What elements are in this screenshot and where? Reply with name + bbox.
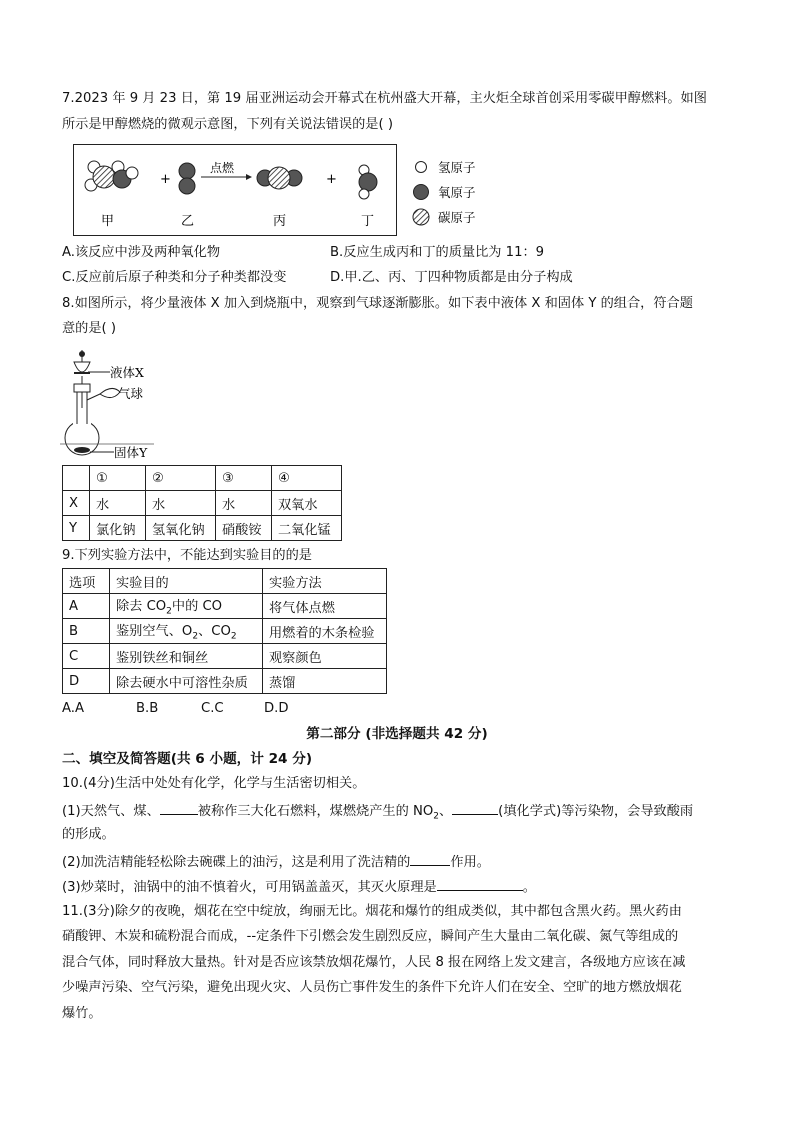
text: 被称作三大化石燃料，煤燃烧产生的 NO xyxy=(197,804,434,819)
q8-table xyxy=(62,465,342,541)
q11-line3: 混合气体，同时释放大量热。针对是否应该禁放烟花爆竹，人民 8 报在网络上发文建言，各级地方应该在减 xyxy=(62,955,686,970)
table-row xyxy=(63,594,387,619)
reaction-svg xyxy=(74,145,396,235)
dropping-funnel xyxy=(74,362,90,372)
q10-part1-cont: 的形成。 xyxy=(62,827,115,842)
table-cell: 实验目的 xyxy=(110,569,263,594)
water-molecule xyxy=(359,165,377,199)
solid-y xyxy=(74,447,90,453)
table-row xyxy=(63,644,387,669)
q10-part2 xyxy=(62,852,490,872)
text: 作用。 xyxy=(450,855,490,870)
q11-line1: 11.(3分)除夕的夜晚，烟花在空中绽放，绚丽无比。烟花和爆竹的组成类似，其中都包含黑火药。黑火药由 xyxy=(62,904,682,919)
text: (1)天然气、煤、 xyxy=(62,804,160,819)
oxygen-atom-icon xyxy=(414,185,429,200)
table-cell: 选项 xyxy=(63,569,110,594)
table-cell: ① xyxy=(90,466,146,491)
table-row xyxy=(63,516,342,541)
answer-blank-4[interactable] xyxy=(437,877,523,891)
subscript: 2 xyxy=(433,811,439,822)
label-liquid-x: 液体X xyxy=(110,365,144,380)
table-cell: D xyxy=(63,669,110,694)
oxygen-molecule xyxy=(179,163,195,194)
table-row xyxy=(63,569,387,594)
table-cell: 蒸馏 xyxy=(263,669,387,694)
q11-line4: 少噪声污染、空气污染，避免出现火灾、人员伤亡事件发生的条件下允许人们在安全、空旷的地方燃放烟花 xyxy=(62,980,682,995)
table-cell: 除去硬水中可溶性杂质 xyxy=(110,669,263,694)
q10-part1 xyxy=(62,801,693,826)
q9-table xyxy=(62,568,387,694)
ignite-label: 点燃 xyxy=(210,161,235,175)
table-cell: ③ xyxy=(215,466,271,491)
cell-text: 中的 CO xyxy=(171,599,223,615)
table-row xyxy=(63,491,342,516)
hydrogen-atom-icon xyxy=(416,162,427,173)
table-row xyxy=(63,619,387,644)
cell-text: 、CO xyxy=(198,624,231,640)
q9-option-d: D.D xyxy=(264,701,289,716)
table-cell: Y xyxy=(63,516,90,541)
legend-carbon: 碳原子 xyxy=(438,210,476,225)
label-yi: 乙 xyxy=(181,214,195,229)
q8-stem-line1: 8.如图所示，将少量液体 X 加入到烧瓶中，观察到气球逐渐膨胀。如下表中液体 X 和固体 Y 的组合，符合题 xyxy=(62,296,693,311)
table-cell: 实验方法 xyxy=(263,569,387,594)
table-cell: 双氧水 xyxy=(271,491,341,516)
table-cell: 氯化钠 xyxy=(90,516,146,541)
label-ding: 丁 xyxy=(361,214,375,229)
q7-option-a: A.该反应中涉及两种氧化物 xyxy=(62,245,221,260)
text: 、 xyxy=(438,804,453,819)
table-cell xyxy=(63,466,90,491)
table-cell: C xyxy=(63,644,110,669)
table-cell: A xyxy=(63,594,110,619)
answer-blank-3[interactable] xyxy=(410,852,450,866)
q7-option-b: B.反应生成丙和丁的质量比为 11：9 xyxy=(330,245,545,260)
table-cell: 水 xyxy=(90,491,146,516)
q11-line5: 爆竹。 xyxy=(62,1006,102,1021)
q7-option-c: C.反应前后原子种类和分子种类都没变 xyxy=(62,270,287,285)
table-cell: ④ xyxy=(271,466,341,491)
label-solid-y: 固体Y xyxy=(114,445,148,460)
table-cell: B xyxy=(63,619,110,644)
q7-molecular-diagram xyxy=(73,144,397,236)
table-cell: 硝酸铵 xyxy=(215,516,271,541)
q9-stem: 9.下列实验方法中，不能达到实验目的的是 xyxy=(62,548,312,563)
q10-part3 xyxy=(62,877,536,897)
co2-molecule xyxy=(257,167,302,189)
table-cell xyxy=(110,619,263,644)
balloon-icon xyxy=(100,388,120,397)
q10-intro: 10.(4分)生活中处处有化学，化学与生活密切相关。 xyxy=(62,776,366,791)
q9-option-c: C.C xyxy=(201,701,224,716)
q7-stem-line2: 所示是甲醇燃烧的微观示意图，下列有关说法错误的是( ) xyxy=(62,117,393,132)
part2-title: 第二部分 (非选择题共 42 分) xyxy=(306,726,488,742)
flask-apparatus xyxy=(60,348,220,460)
table-cell: 观察颜色 xyxy=(263,644,387,669)
label-bing: 丙 xyxy=(273,214,287,229)
text: (2)加洗洁精能轻松除去碗碟上的油污，这是利用了洗洁精的 xyxy=(62,855,411,870)
cell-text: 鉴别空气、O xyxy=(116,624,193,640)
plus-sign-2: + xyxy=(326,172,337,187)
table-cell: 将气体点燃 xyxy=(263,594,387,619)
table-row xyxy=(63,466,342,491)
table-cell: ② xyxy=(145,466,215,491)
subscript: 2 xyxy=(230,631,237,642)
q11-line2: 硝酸钾、木炭和硫粉混合而成，--定条件下引燃会发生剧烈反应，瞬间产生大量由二氧化碳、氮气等组成的 xyxy=(62,929,679,944)
table-cell: 二氧化锰 xyxy=(271,516,341,541)
subscript: 2 xyxy=(192,631,199,642)
table-cell: 水 xyxy=(145,491,215,516)
table-cell xyxy=(110,594,263,619)
table-cell: X xyxy=(63,491,90,516)
carbon-atom-icon xyxy=(413,209,429,225)
table-cell: 用燃着的木条检验 xyxy=(263,619,387,644)
section-heading: 二、填空及简答题(共 6 小题，计 24 分) xyxy=(62,751,313,767)
label-jia: 甲 xyxy=(101,214,115,229)
cell-text: 除去 CO xyxy=(116,599,167,615)
q7-stem-line1: 7.2023 年 9 月 23 日，第 19 届亚洲运动会开幕式在杭州盛大开幕，主火炬全球首创采用零碳甲醇燃料。如图 xyxy=(62,91,707,106)
table-cell: 氢氧化钠 xyxy=(145,516,215,541)
text: (填化学式)等污染物，会导致酸雨 xyxy=(498,804,694,819)
q8-stem-line2: 意的是( ) xyxy=(62,321,117,336)
table-row xyxy=(63,669,387,694)
answer-blank-1[interactable] xyxy=(160,801,198,815)
subscript: 2 xyxy=(166,606,172,617)
answer-blank-2[interactable] xyxy=(452,801,498,815)
label-balloon: 气球 xyxy=(118,386,144,401)
q9-option-b: B.B xyxy=(136,701,159,716)
table-cell: 鉴别铁丝和铜丝 xyxy=(110,644,263,669)
table-cell: 水 xyxy=(215,491,271,516)
legend-oxygen: 氧原子 xyxy=(438,185,476,200)
q7-option-d: D.甲.乙、丙、丁四种物质都是由分子构成 xyxy=(330,270,573,285)
text: 。 xyxy=(522,880,536,895)
atom-legend xyxy=(410,155,530,235)
methanol-molecule xyxy=(85,161,138,191)
plus-sign-1: + xyxy=(160,172,171,187)
q9-option-a: A.A xyxy=(62,701,85,716)
legend-hydrogen: 氢原子 xyxy=(438,160,476,175)
text: (3)炒菜时，油锅中的油不慎着火，可用锅盖盖灭，其灭火原理是 xyxy=(62,880,437,895)
